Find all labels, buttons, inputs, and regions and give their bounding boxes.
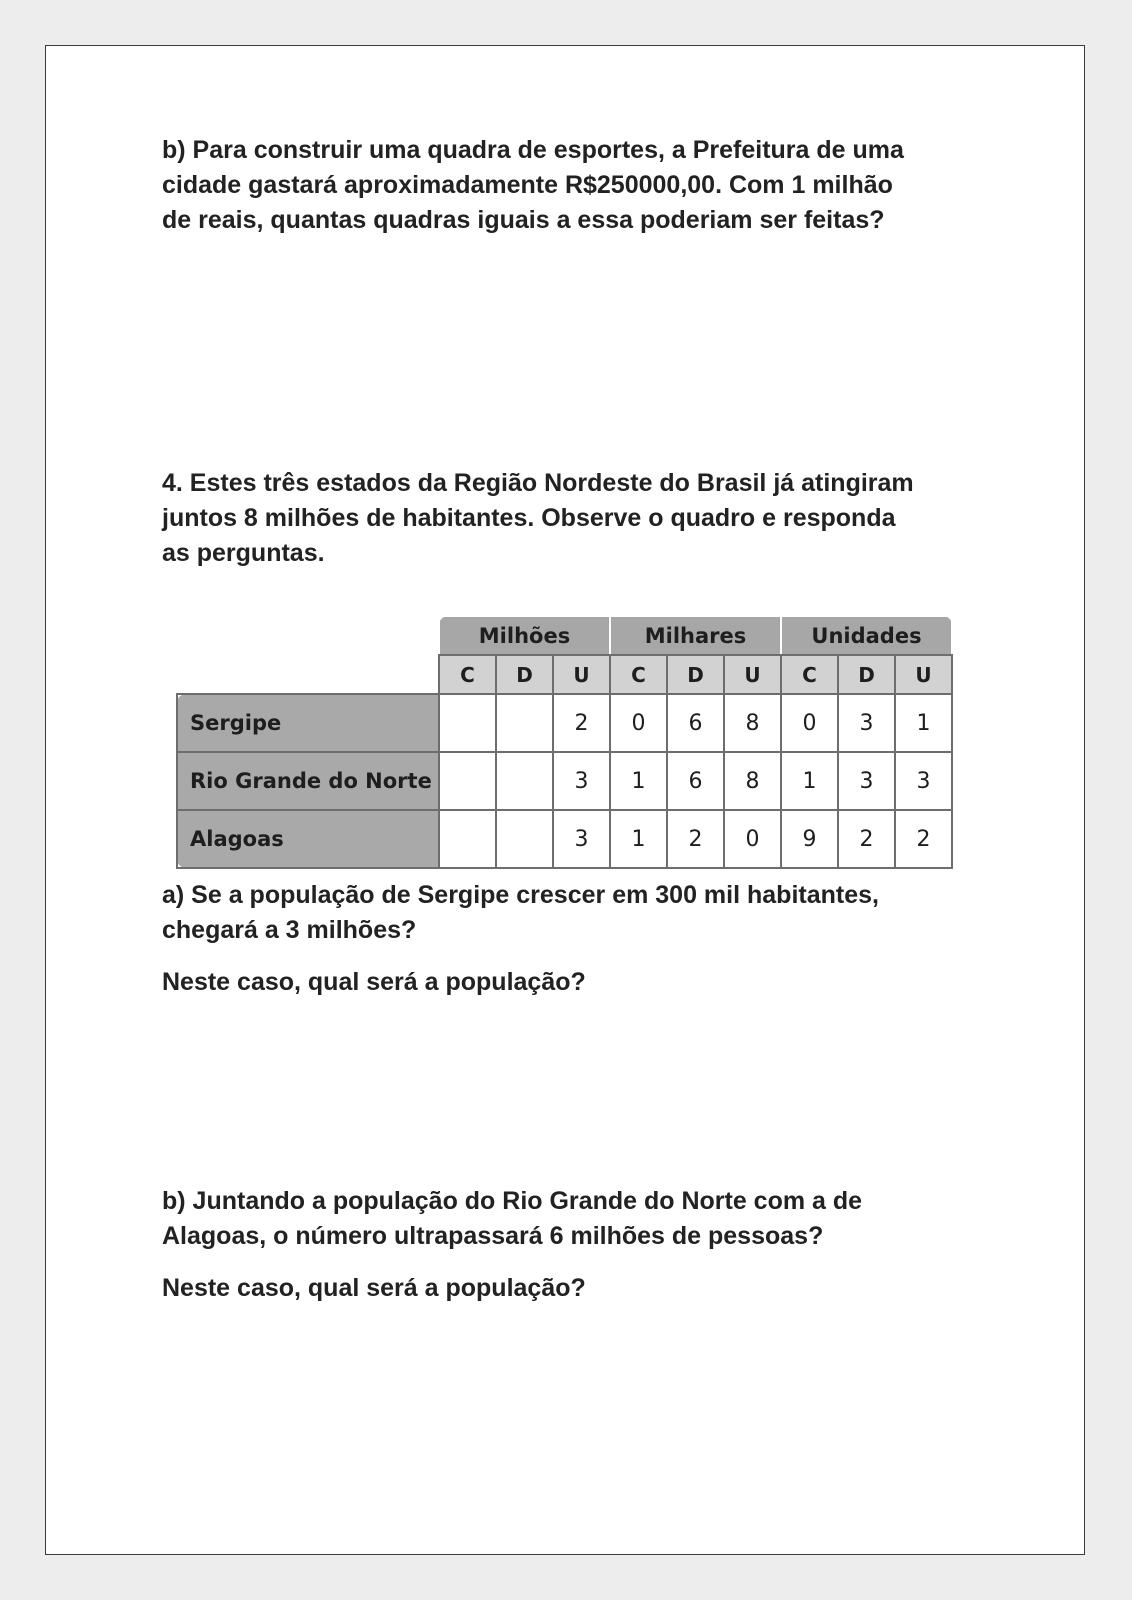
question-3b	[162, 133, 982, 238]
table-group-header-row	[177, 616, 952, 655]
digit-cell: 8	[724, 694, 781, 752]
digit-cell: 3	[553, 810, 610, 868]
question-3b-line: de reais, quantas quadras iguais a essa poderiam ser feitas?	[162, 206, 885, 234]
row-label: Alagoas	[177, 810, 439, 868]
digit-cell: 3	[838, 752, 895, 810]
digit-cell: 1	[781, 752, 838, 810]
table-row-sergipe	[177, 694, 952, 752]
question-4b-line: Alagoas, o número ultrapassará 6 milhões de pessoas?	[162, 1222, 824, 1250]
digit-cell	[496, 752, 553, 810]
subheader-cell: U	[724, 655, 781, 694]
digit-cell: 3	[838, 694, 895, 752]
subheader-cell: D	[838, 655, 895, 694]
digit-cell: 1	[610, 810, 667, 868]
question-3b-line: b) Para construir uma quadra de esportes, a Prefeitura de uma	[162, 136, 904, 164]
digit-cell	[439, 752, 496, 810]
table-row-alagoas	[177, 810, 952, 868]
subheader-cell: D	[496, 655, 553, 694]
row-label: Rio Grande do Norte	[177, 752, 439, 810]
digit-cell: 8	[724, 752, 781, 810]
question-4-intro	[162, 466, 982, 571]
question-4b-followup: Neste caso, qual será a população?	[162, 1274, 586, 1302]
digit-cell: 2	[667, 810, 724, 868]
row-label: Sergipe	[177, 694, 439, 752]
digit-cell: 1	[895, 694, 952, 752]
digit-cell: 2	[895, 810, 952, 868]
digit-cell: 3	[553, 752, 610, 810]
question-4b-line: b) Juntando a população do Rio Grande do Norte com a de	[162, 1187, 863, 1215]
group-header-unidades: Unidades	[781, 616, 952, 655]
digit-cell: 0	[781, 694, 838, 752]
digit-cell: 2	[838, 810, 895, 868]
table-corner	[177, 616, 439, 694]
digit-cell: 3	[895, 752, 952, 810]
digit-cell	[496, 694, 553, 752]
question-4a	[162, 878, 982, 948]
question-4a-followup: Neste caso, qual será a população?	[162, 968, 586, 996]
group-header-milhares: Milhares	[610, 616, 781, 655]
digit-cell: 2	[553, 694, 610, 752]
question-4b	[162, 1184, 982, 1254]
group-header-milhoes: Milhões	[439, 616, 610, 655]
table-row-rio-grande-do-norte	[177, 752, 952, 810]
population-table	[176, 615, 953, 869]
subheader-cell: D	[667, 655, 724, 694]
worksheet-page	[45, 45, 1085, 1555]
question-3b-line: cidade gastará aproximadamente R$250000,00. Com 1 milhão	[162, 171, 893, 199]
question-4-intro-line: juntos 8 milhões de habitantes. Observe o quadro e responda	[162, 504, 896, 532]
digit-cell: 6	[667, 694, 724, 752]
digit-cell: 1	[610, 752, 667, 810]
question-4a-line: chegará a 3 milhões?	[162, 916, 417, 944]
subheader-cell: U	[553, 655, 610, 694]
digit-cell: 0	[724, 810, 781, 868]
digit-cell	[439, 694, 496, 752]
question-4-intro-line: as perguntas.	[162, 539, 325, 567]
digit-cell	[439, 810, 496, 868]
subheader-cell: C	[610, 655, 667, 694]
question-4-intro-line: 4. Estes três estados da Região Nordeste do Brasil já atingiram	[162, 469, 914, 497]
subheader-cell: C	[781, 655, 838, 694]
digit-cell: 9	[781, 810, 838, 868]
digit-cell: 6	[667, 752, 724, 810]
subheader-cell: C	[439, 655, 496, 694]
question-4a-line: a) Se a população de Sergipe crescer em 300 mil habitantes,	[162, 881, 879, 909]
digit-cell: 0	[610, 694, 667, 752]
subheader-cell: U	[895, 655, 952, 694]
digit-cell	[496, 810, 553, 868]
